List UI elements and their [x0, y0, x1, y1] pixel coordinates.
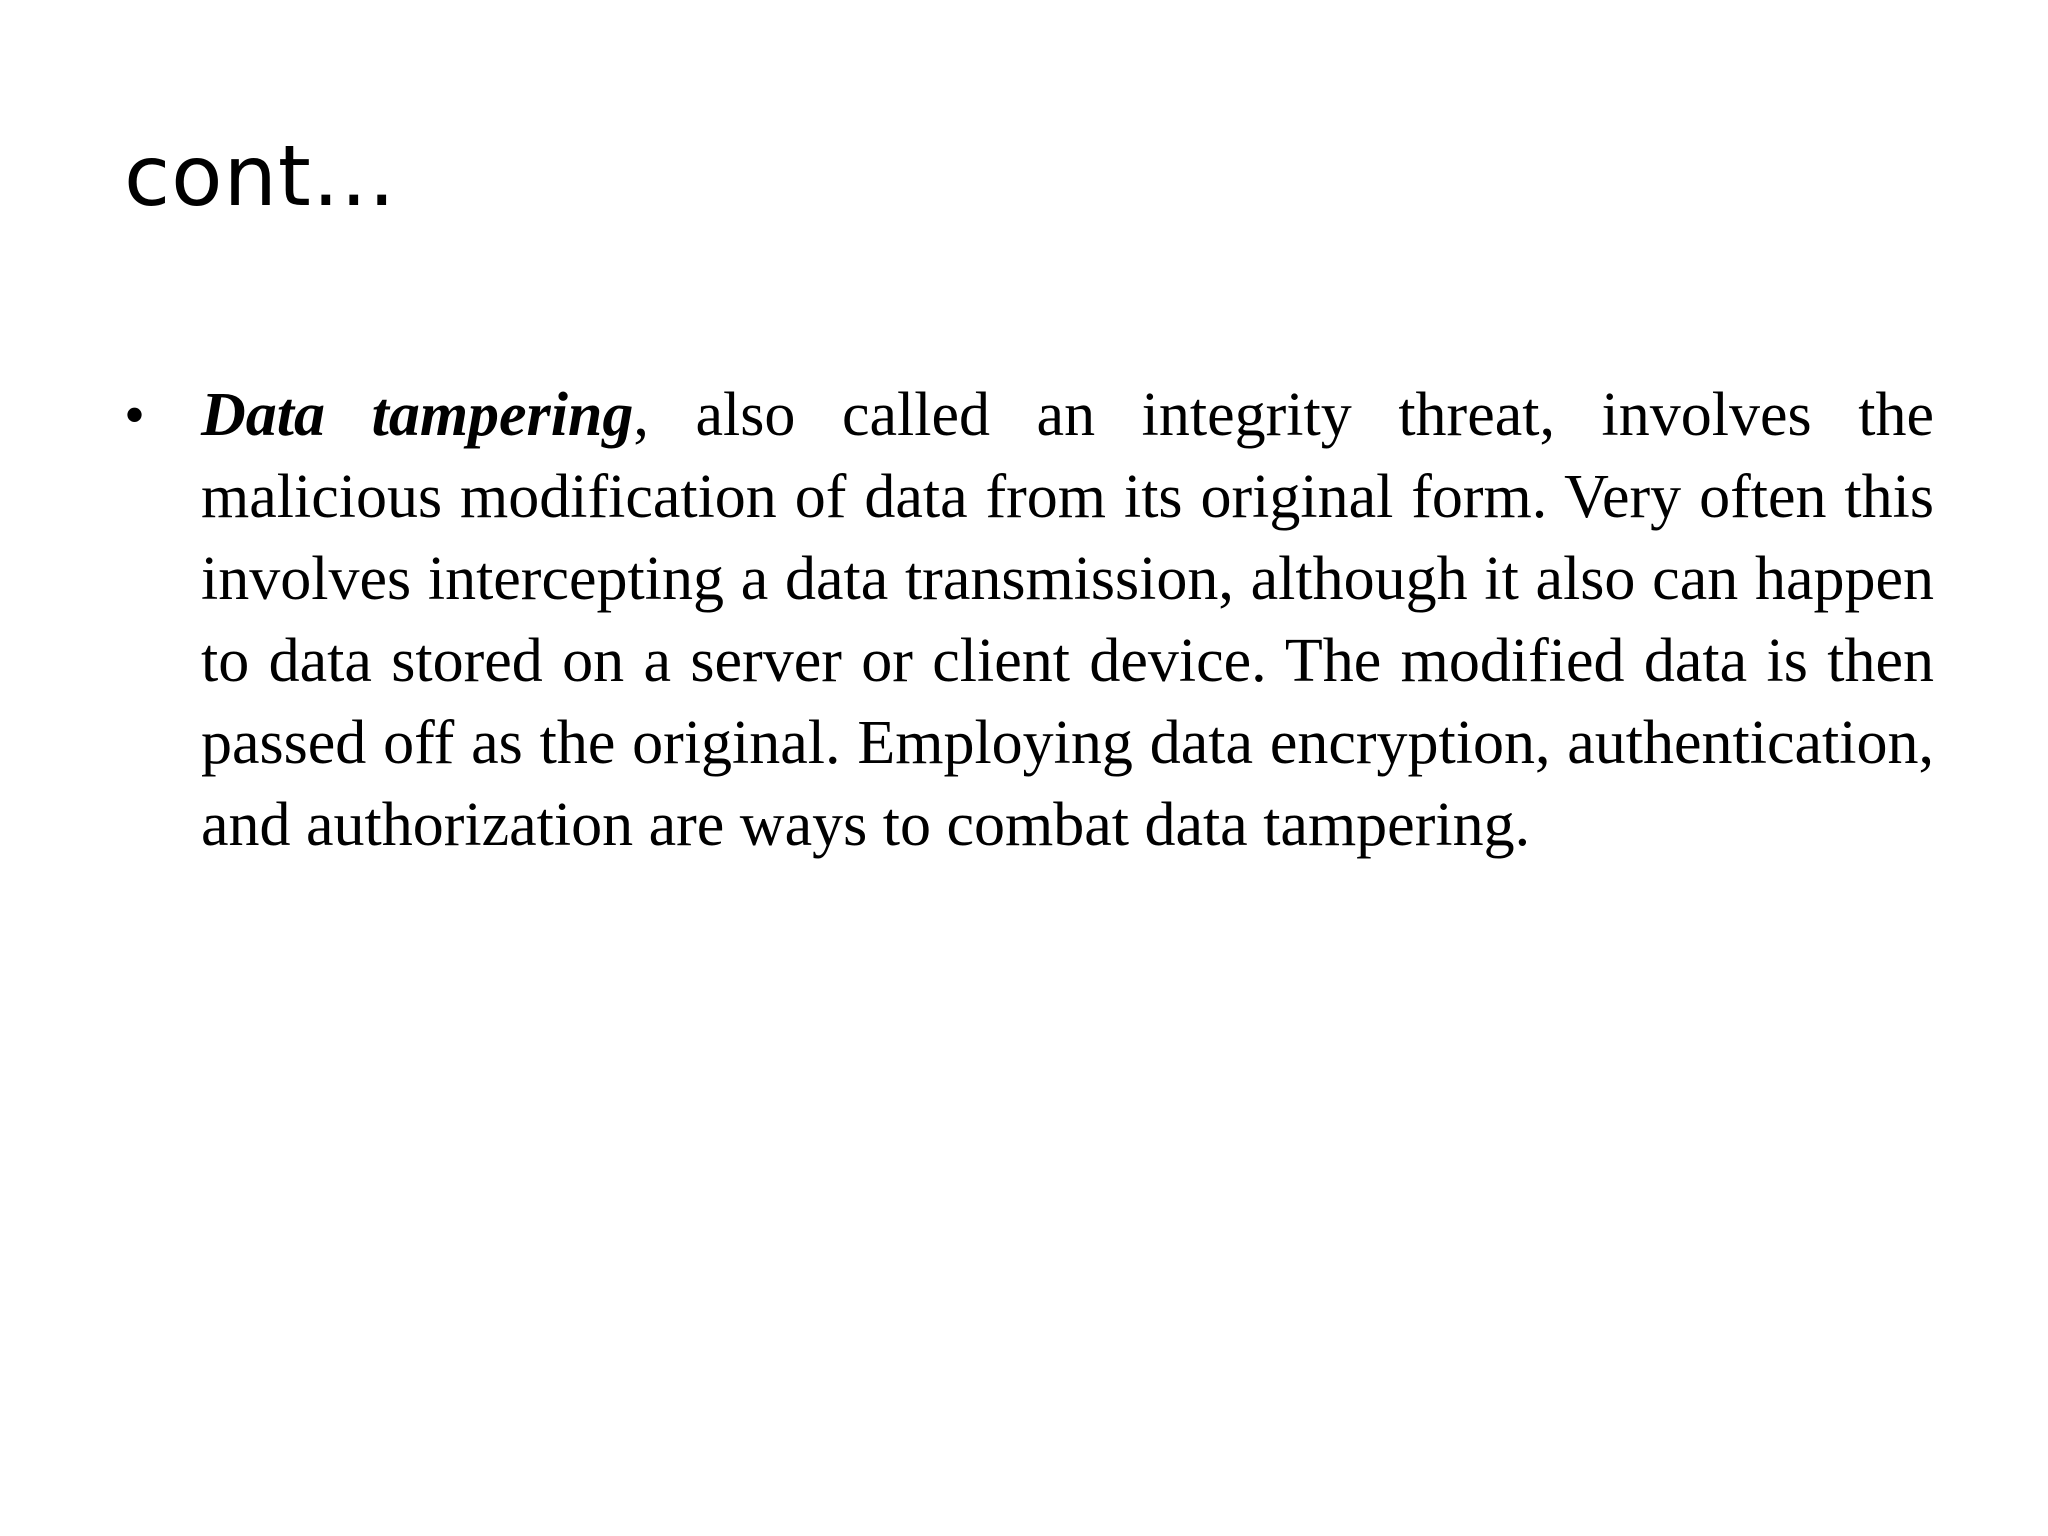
bullet-body: , also called an integrity threat, involves the malicious modification of data from its original form. Very often this involves intercepting a data transmission, although it also can happen to data stored on a server or client device. The modified data is then passed off as the original. Employing data encryption, authentication, and authorization are ways to combat data tampering. — [201, 381, 1934, 859]
bullet-term: Data tampering — [201, 381, 634, 449]
bullet-text — [201, 374, 1934, 866]
bullet-icon: • — [124, 382, 146, 448]
slide-title: cont… — [124, 127, 397, 225]
bullet-item — [124, 374, 1934, 866]
bullet-list — [124, 374, 1934, 866]
